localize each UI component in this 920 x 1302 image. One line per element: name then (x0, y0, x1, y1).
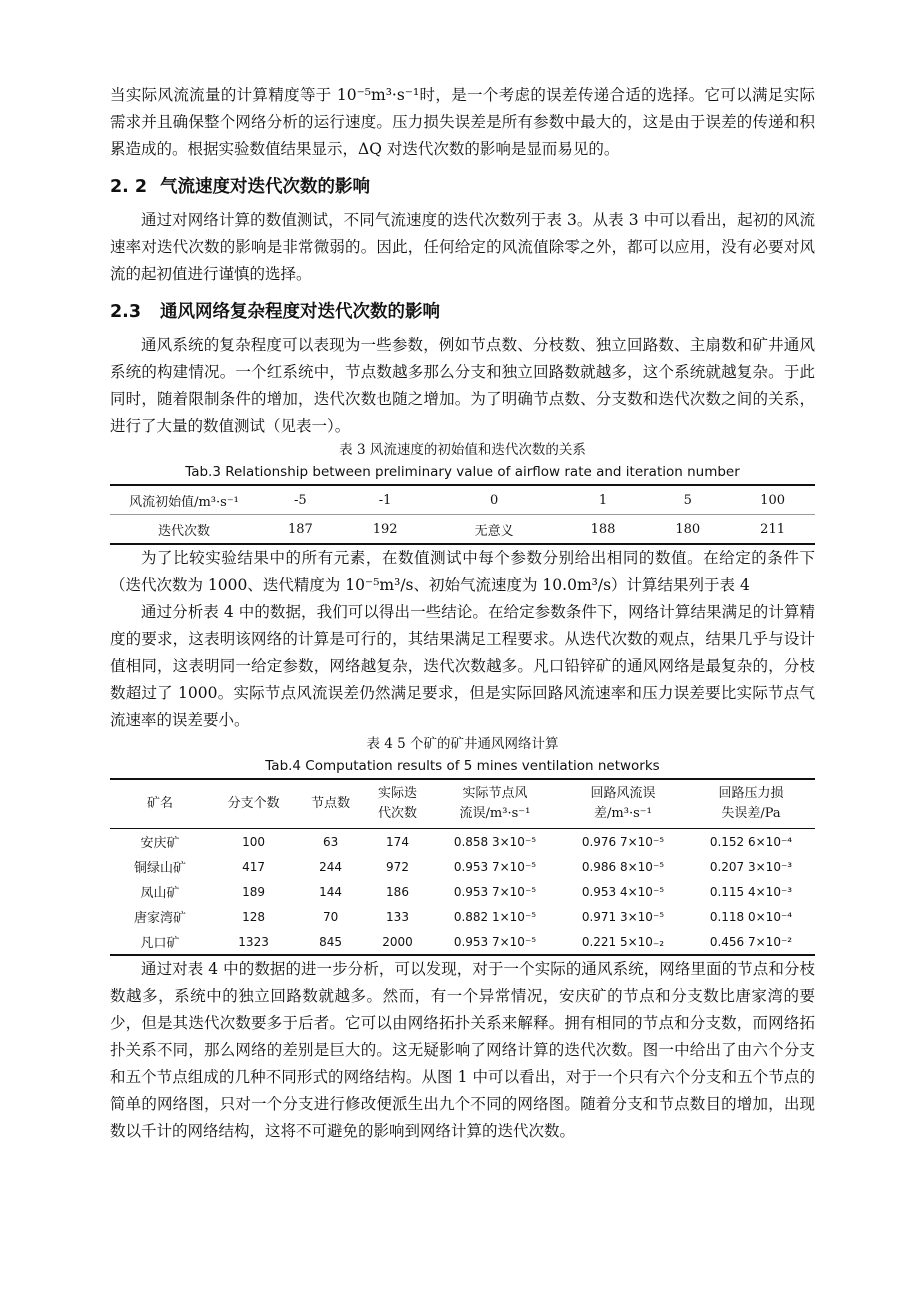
table-cell-label: 风流初始值/m³·s⁻¹ (129, 494, 239, 510)
table3 (110, 484, 815, 545)
table-cell: 144 (319, 884, 343, 899)
section-number: 2.3 (110, 302, 142, 322)
table-header: 回路压力损 失误差/Pa (687, 779, 815, 829)
table-row (110, 879, 815, 904)
table-cell: 211 (730, 515, 815, 545)
table-cell: 63 (322, 834, 339, 849)
table-cell: -5 (294, 492, 307, 508)
table-header: 分支个数 (210, 779, 297, 829)
table-header: 实际节点风 流误/m³·s⁻¹ (431, 779, 559, 829)
mine-name-cell: 安庆矿 (140, 836, 180, 851)
table-cell: 0.882 1×10⁻⁵ (453, 909, 537, 924)
table-header: 节点数 (297, 779, 364, 829)
table-cell: 0.115 4×10⁻³ (709, 884, 793, 899)
table-cell: 972 (386, 859, 409, 874)
table-cell: 0.953 4×10⁻⁵ (581, 884, 665, 899)
table-header: 矿名 (110, 779, 210, 829)
section-title: 气流速度对迭代次数的影响 (160, 177, 370, 197)
paragraph-analysis: 通过分析表 4 中的数据，我们可以得出一些结论。在给定参数条件下，网络计算结果满足的计算精度的要求，这表明该网络的计算是可行的，其结果满足工程要求。从迭代次数的观点，结果几乎与设计值相同，这表明同一给定参数，网络越复杂，迭代次数越多。凡口铅锌矿的通风网络是最复杂的，分枝数超过了 1000。实际节点风流误差仍然满足要求，但是实际回路风流速率和压力误差要比实际节点气流速率的误差要小。 (110, 603, 815, 729)
table-cell: 0.221 5×10₋₂ (581, 934, 665, 949)
table-cell: 0.207 3×10⁻³ (709, 859, 793, 874)
table-row (110, 904, 815, 929)
table-cell: 845 (319, 934, 343, 949)
table-cell: 0.953 7×10⁻⁵ (453, 859, 537, 874)
table-cell: 1323 (238, 934, 269, 949)
table-row (110, 854, 815, 879)
table-cell: 1 (598, 492, 608, 508)
table-cell: 189 (242, 884, 266, 899)
table-header: 回路风流误 差/m³·s⁻¹ (559, 779, 687, 829)
table-cell: 180 (645, 515, 730, 545)
mine-name-cell: 铜绿山矿 (133, 861, 186, 876)
table4-caption-en: Tab.4 Computation results of 5 mines ventilation networks (265, 758, 660, 774)
table-cell: 0.986 8×10⁻⁵ (581, 859, 665, 874)
table4-caption-cn: 表 4 5 个矿的矿井通风网络计算 (366, 736, 559, 752)
table-cell: 187 (258, 515, 343, 545)
table-cell: 133 (386, 909, 409, 924)
table-cell: 0.976 7×10⁻⁵ (581, 834, 665, 849)
table-cell: 0.953 7×10⁻⁵ (453, 934, 537, 949)
table-cell: 0 (489, 492, 499, 508)
table-cell: 174 (386, 834, 409, 849)
table-cell-label: 迭代次数 (110, 515, 258, 545)
table-row (110, 485, 815, 515)
table-cell: 无意义 (428, 515, 561, 545)
table4 (110, 778, 815, 956)
paragraph-2-3: 通风系统的复杂程度可以表现为一些参数，例如节点数、分枝数、独立回路数、主扇数和矿井通风系统的构建情况。一个红系统中，节点数越多那么分支和独立回路数就越多，这个系统就越复杂。于此同时，随着限制条件的增加，迭代次数也随之增加。为了明确节点数、分支数和迭代次数之间的关系，进行了大量的数值测试（见表一）。 (110, 336, 815, 435)
table-cell: 186 (386, 884, 409, 899)
mine-name-cell: 唐家湾矿 (133, 911, 186, 926)
section-heading-2-3 (110, 298, 815, 326)
table-cell: 0.971 3×10⁻⁵ (581, 909, 665, 924)
table3-caption-cn: 表 3 风流速度的初始值和迭代次数的关系 (339, 442, 586, 458)
table-cell: 192 (343, 515, 428, 545)
section-number: 2. 2 (110, 177, 148, 197)
table3-caption-en: Tab.3 Relationship between preliminary value of airflow rate and iteration number (185, 464, 740, 480)
section-heading-2-2 (110, 173, 815, 201)
mine-name-cell: 凤山矿 (140, 886, 180, 901)
table-cell: 128 (242, 909, 266, 924)
table-header-row (110, 779, 815, 829)
paragraph-final: 通过对表 4 中的数据的进一步分析，可以发现，对于一个实际的通风系统，网络里面的节点和分枝数越多，系统中的独立回路数就越多。然而，有一个异常情况，安庆矿的节点和分支数比唐家湾的要少，但是其迭代次数要多于后者。它可以由网络拓扑关系来解释。拥有相同的节点和分支数，而网络拓扑关系不同，那么网络的差别是巨大的。这无疑影响了网络计算的迭代次数。图一中给出了由六个分支和五个节点组成的几种不同形式的网络结构。从图 1 中可以看出，对于一个只有六个分支和五个节点的简单的网络图，只对一个分支进行修改便派生出九个不同的网络图。随着分支和节点数目的增加，出现数以千计的网络结构，这将不可避免的影响到网络计算的迭代次数。 (110, 960, 815, 1140)
table-header: 实际迭 代次数 (364, 779, 431, 829)
section-title: 通风网络复杂程度对迭代次数的影响 (160, 302, 440, 322)
table-row (110, 515, 815, 545)
document-page (110, 82, 815, 1145)
table-cell: 5 (683, 492, 692, 508)
table-cell: 0.152 6×10⁻⁴ (709, 834, 793, 849)
table-cell: 100 (242, 834, 266, 849)
table-cell: 0.118 0×10⁻⁴ (709, 909, 793, 924)
mine-name-cell: 凡口矿 (140, 936, 180, 951)
table-cell: 2000 (382, 934, 413, 949)
paragraph-intro: 当实际风流流量的计算精度等于 10⁻⁵m³·s⁻¹时，是一个考虑的误差传递合适的选择。它可以满足实际需求并且确保整个网络分析的运行速度。压力损失误差是所有参数中最大的，这是由于误差的传递和积累造成的。根据实验数值结果显示，ΔQ 对迭代次数的影响是显而易见的。 (110, 86, 815, 158)
table-cell: 244 (319, 859, 343, 874)
table-cell: 417 (242, 859, 266, 874)
table-row (110, 829, 815, 855)
table-cell: 0.953 7×10⁻⁵ (453, 884, 537, 899)
table-cell: 70 (322, 909, 339, 924)
table-cell: 0.858 3×10⁻⁵ (453, 834, 537, 849)
table-cell: -1 (378, 492, 392, 508)
table-row (110, 929, 815, 955)
table-cell: 100 (760, 492, 785, 508)
paragraph-2-2: 通过对网络计算的数值测试，不同气流速度的迭代次数列于表 3。从表 3 中可以看出，起初的风流速率对迭代次数的影响是非常微弱的。因此，任何给定的风流值除零之外，都可以应用，没有必要对风流的起初值进行谨慎的选择。 (110, 211, 815, 283)
table-cell: 188 (561, 515, 646, 545)
paragraph-after-table3: 为了比较实验结果中的所有元素，在数值测试中每个参数分别给出相同的数值。在给定的条件下（迭代次数为 1000、迭代精度为 10⁻⁵m³/s、初始气流速度为 10.0m³/s）计算结果列于表 4 (110, 549, 815, 594)
table-cell: 0.456 7×10⁻² (709, 934, 793, 949)
